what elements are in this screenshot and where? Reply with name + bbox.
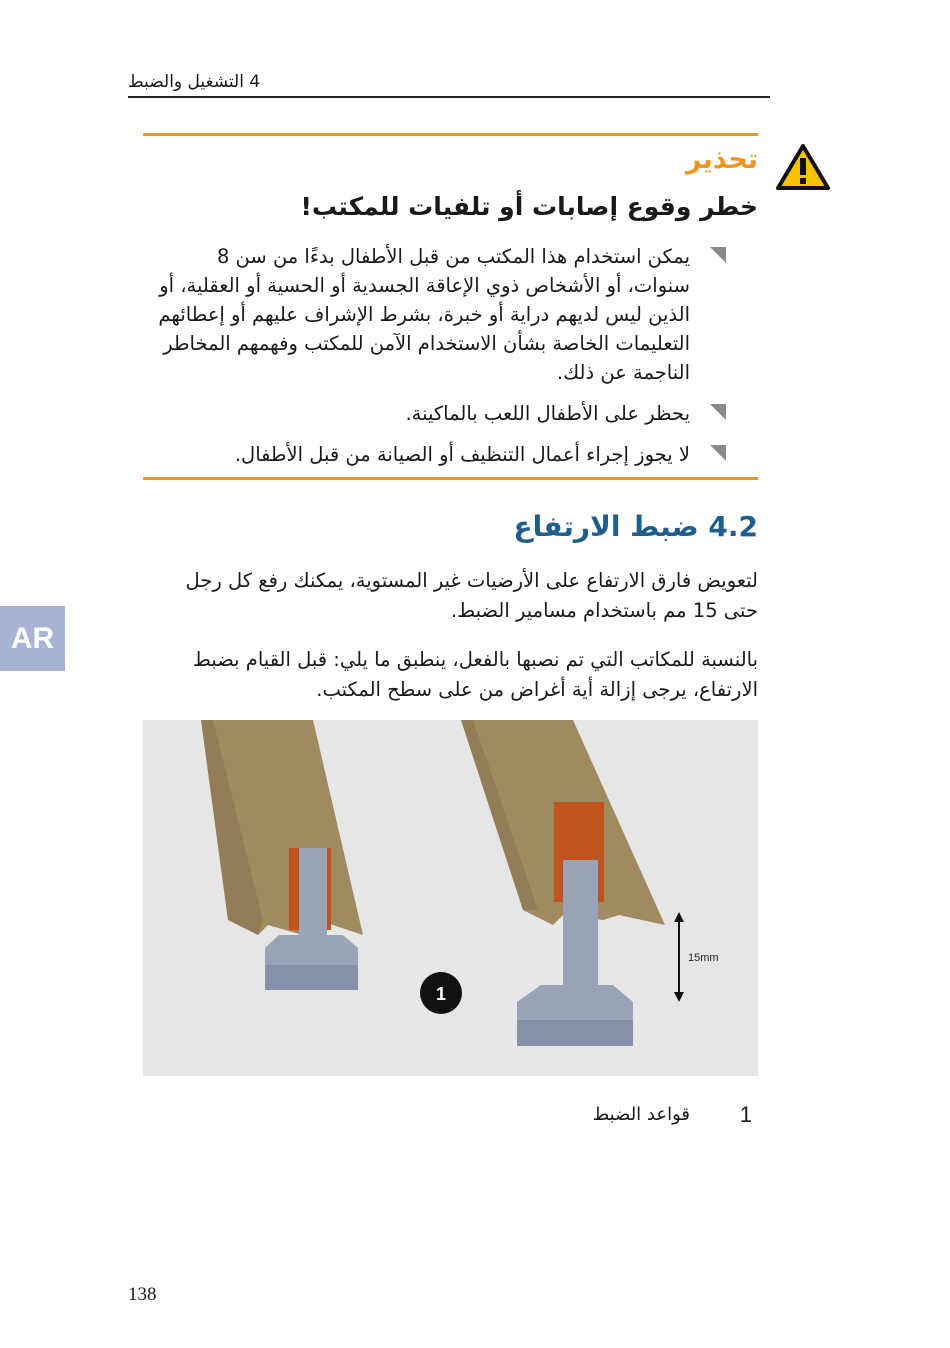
legend-number: 1 [739,1102,752,1127]
chapter-title: 4 التشغيل والضبط [128,72,261,92]
bullet-marker-icon [710,404,726,420]
dimension-label: 15mm [688,952,719,964]
warning-triangle-icon [775,143,831,191]
section-title: 4.2 ضبط الارتفاع [513,510,758,543]
page-header [128,72,770,98]
bullet-marker-icon [710,445,726,461]
callout-number: 1 [435,984,447,1004]
section-paragraph: لتعويض فارق الارتفاع على الأرضيات غير المستوية، يمكنك رفع كل رجل حتى 15 مم باستخدام مسامير الضبط. [185,569,758,622]
warning-bullets [158,242,758,481]
page-number: 138 [128,1284,157,1305]
figure-legend [560,1102,760,1132]
bullet-item [158,440,758,469]
leveling-feet-illustration [143,720,758,1076]
bullet-text: يمكن استخدام هذا المكتب من قبل الأطفال بدءًا من سن 8 سنوات، أو الأشخاص ذوي الإعاقة الجسدية أو الحسية أو العقلية، أو الذين ليس لديهم دراية أو خبرة، بشرط الإشراف عليهم أو إعطائهم التعليمات الخاصة بشأن الاستخدام الآمن للمكتب وفهمهم المخاطر الناجمة عن ذلك. [158,245,690,384]
legend-label: قواعد الضبط [592,1104,690,1125]
bullet-item [158,399,758,428]
section-paragraph: بالنسبة للمكاتب التي تم نصبها بالفعل، ينطبق ما يلي: قبل القيام بضبط الارتفاع، يرجى إزالة أية أغراض من على سطح المكتب. [192,648,758,701]
bullet-marker-icon [710,247,726,263]
bullet-text: لا يجوز إجراء أعمال التنظيف أو الصيانة من قبل الأطفال. [234,443,690,466]
bullet-item [158,242,758,387]
language-tab: AR [0,606,65,671]
warning-title: خطر وقوع إصابات أو تلفيات للمكتب! [300,192,758,221]
bullet-text: يحظر على الأطفال اللعب بالماكينة. [405,402,690,425]
warning-label: تحذير [685,144,758,175]
